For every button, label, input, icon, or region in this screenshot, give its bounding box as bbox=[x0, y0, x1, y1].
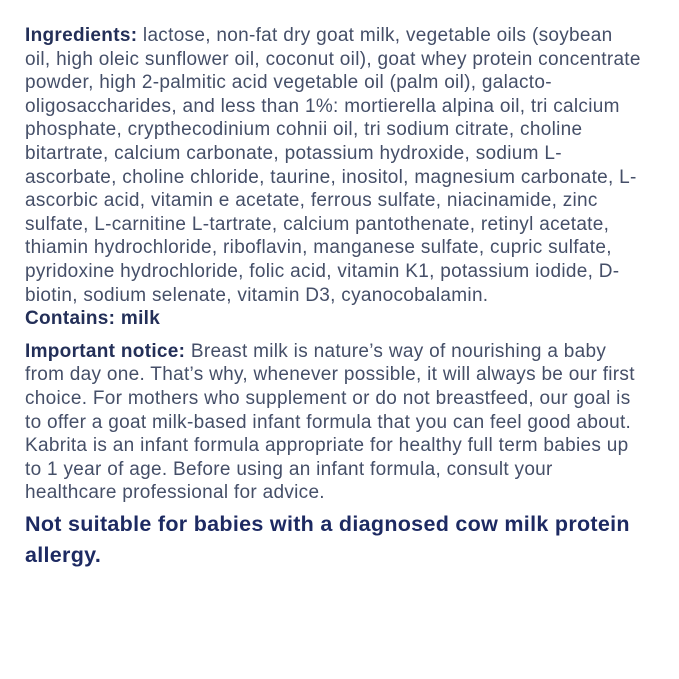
important-notice-heading: Important notice: bbox=[25, 340, 186, 362]
contains-text: milk bbox=[115, 308, 161, 330]
important-notice-paragraph bbox=[25, 340, 643, 505]
cow-milk-allergy-warning: Not suitable for babies with a diagnosed cow milk protein allergy. bbox=[25, 511, 630, 567]
important-notice-text: Breast milk is nature’s way of nourishing a baby from day one. That’s why, whenever possible, it will always be our first choice. For mothers who supplement or do not breastfeed, our goal is to offer a goat milk-based infant formula that you can feel good about. Kabrita is an infant formula appropriate for healthy full term babies up to 1 year of age. Before using an infant formula, consult your healthcare professional for advice. bbox=[25, 340, 635, 504]
ingredients-paragraph bbox=[25, 24, 643, 307]
contains-line bbox=[25, 307, 643, 331]
ingredients-heading: Ingredients: bbox=[25, 25, 138, 46]
contains-heading: Contains: bbox=[25, 308, 116, 330]
ingredients-text: lactose, non-fat dry goat milk, vegetable oils (soybean oil, high oleic sunflower oil, coconut oil), goat whey protein concentrate powder, high 2-palmitic acid vegetable oil (palm oil), galacto-oligosaccharides, and less than 1%: mortierella alpina oil, tri calcium phosphate, crypthecodinium cohnii oil, tri sodium citrate, choline bitartrate, calcium carbonate, potassium hydroxide, sodium L-ascorbate, choline chloride, taurine, inositol, magnesium carbonate, L-ascorbic acid, vitamin e acetate, ferrous sulfate, niacinamide, zinc sulfate, L-carnitine L-tartrate, calcium pantothenate, retinyl acetate, thiamin hydrochloride, riboflavin, manganese sulfate, cupric sulfate, pyridoxine hydrochloride, folic acid, vitamin K1, potassium iodide, D-biotin, sodium selenate, vitamin D3, cyanocobalamin. bbox=[25, 25, 641, 306]
